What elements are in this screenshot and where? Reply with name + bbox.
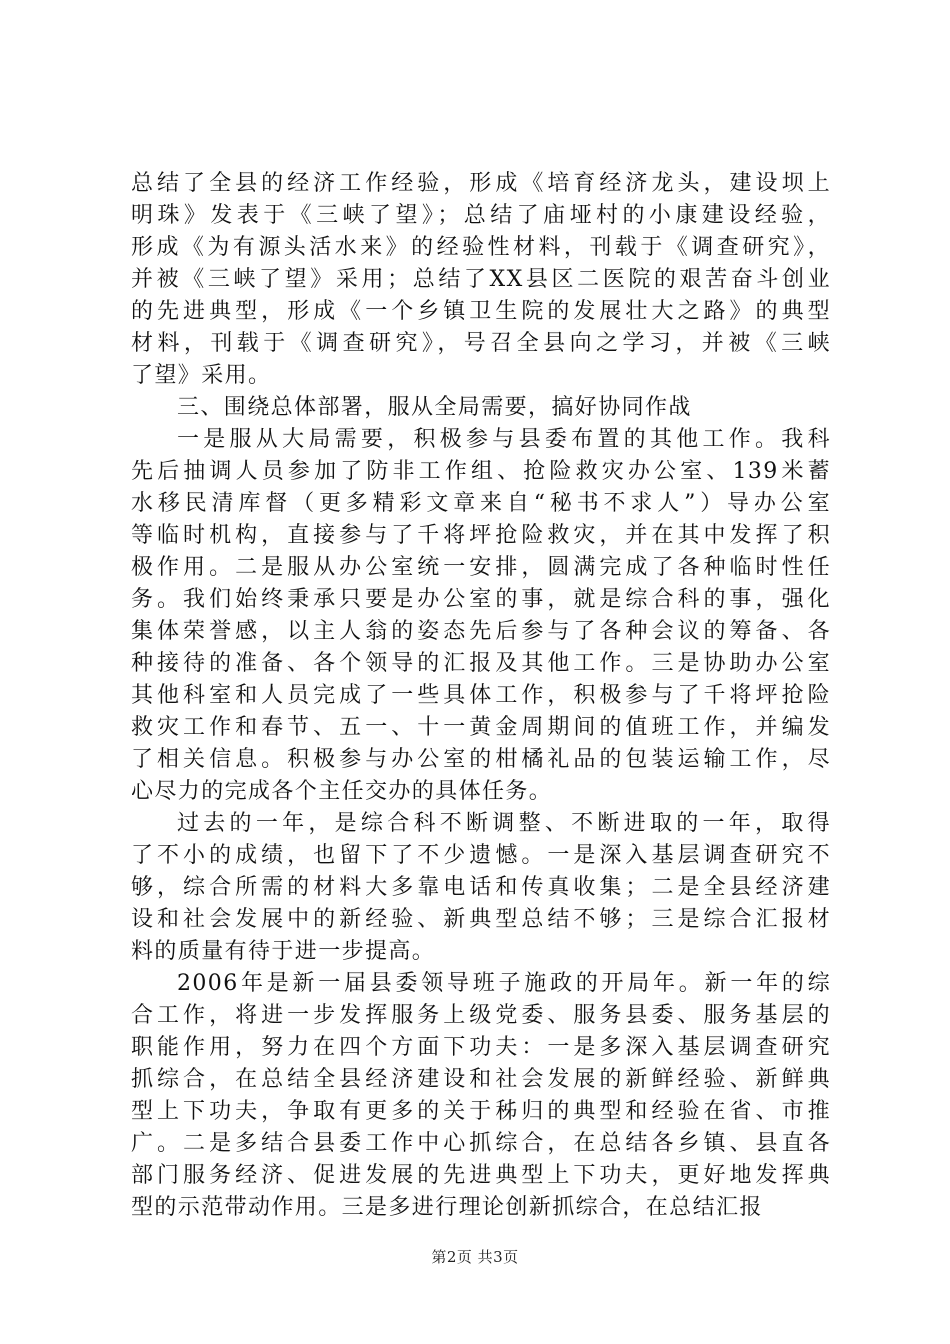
paragraph-3-line-10: 救灾工作和春节、五一、十一黄金周期间的值班工作，并编发 (131, 715, 831, 740)
paragraph-5-line-7: 部门服务经济、促进发展的先进典型上下功夫，更好地发挥典 (131, 1163, 831, 1188)
paragraph-1-line-1: 总结了全县的经济工作经验，形成《培育经济龙头，建设坝上 (131, 171, 831, 196)
paragraph-3-line-5: 极作用。二是服从办公室统一安排，圆满完成了各种临时性任 (131, 555, 831, 580)
paragraph-5-line-4: 抓综合，在总结全县经济建设和社会发展的新鲜经验、新鲜典 (131, 1067, 831, 1092)
paragraph-5-line-3: 职能作用，努力在四个方面下功夫：一是多深入基层调查研究 (131, 1035, 831, 1060)
paragraph-5-line-8: 型的示范带动作用。三是多进行理论创新抓综合，在总结汇报 (131, 1195, 763, 1220)
page-number-footer: 第2页 共3页 (431, 1248, 519, 1266)
paragraph-4-line-5: 料的质量有待于进一步提高。 (131, 939, 436, 964)
paragraph-3-line-12: 心尽力的完成各个主任交办的具体任务。 (131, 779, 553, 804)
paragraph-5-line-6: 广。二是多结合县委工作中心抓综合，在总结各乡镇、县直各 (131, 1131, 831, 1156)
paragraph-4-line-4: 设和社会发展中的新经验、新典型总结不够；三是综合汇报材 (131, 907, 831, 932)
paragraph-1-line-5: 的先进典型，形成《一个乡镇卫生院的发展壮大之路》的典型 (131, 299, 831, 324)
paragraph-1-line-4: 并被《三峡了望》采用；总结了XX县区二医院的艰苦奋斗创业 (131, 267, 831, 292)
paragraph-3-line-11: 了相关信息。积极参与办公室的柑橘礼品的包装运输工作，尽 (131, 747, 831, 772)
paragraph-3-line-9: 其他科室和人员完成了一些具体工作，积极参与了千将坪抢险 (131, 683, 831, 708)
paragraph-3-line-8: 种接待的准备、各个领导的汇报及其他工作。三是协助办公室 (131, 651, 831, 676)
paragraph-4-line-3: 够，综合所需的材料大多靠电话和传真收集；二是全县经济建 (131, 875, 831, 900)
paragraph-3-line-7: 集体荣誉感，以主人翁的姿态先后参与了各种会议的筹备、各 (131, 619, 831, 644)
document-body (131, 168, 831, 1224)
paragraph-4-line-1: 过去的一年，是综合科不断调整、不断进取的一年，取得 (177, 811, 831, 836)
paragraph-3-line-6: 务。我们始终秉承只要是办公室的事，就是综合科的事，强化 (131, 587, 831, 612)
paragraph-5-line-1: 2006年是新一届县委领导班子施政的开局年。新一年的综 (177, 971, 831, 996)
paragraph-1-line-2: 明珠》发表于《三峡了望》；总结了庙垭村的小康建设经验， (131, 203, 831, 228)
paragraph-3-line-1: 一是服从大局需要，积极参与县委布置的其他工作。我科 (177, 427, 831, 452)
paragraph-5-line-2: 合工作，将进一步发挥服务上级党委、服务县委、服务基层的 (131, 1003, 831, 1028)
paragraph-2-line-1: 三、围绕总体部署，服从全局需要，搞好协同作战 (177, 395, 692, 420)
paragraph-1-line-6: 材料，刊载于《调查研究》，号召全县向之学习，并被《三峡 (131, 331, 831, 356)
paragraph-5-line-5: 型上下功夫，争取有更多的关于秭归的典型和经验在省、市推 (131, 1099, 831, 1124)
paragraph-3-line-3: 水移民清库督（更多精彩文章来自“秘书不求人”）导办公室 (131, 491, 831, 516)
paragraph-4-line-2: 了不小的成绩，也留下了不少遗憾。一是深入基层调查研究不 (131, 843, 831, 868)
paragraph-1-line-3: 形成《为有源头活水来》的经验性材料，刊载于《调查研究》， (131, 235, 831, 260)
paragraph-1-line-7: 了望》采用。 (131, 363, 272, 388)
paragraph-3-line-4: 等临时机构，直接参与了千将坪抢险救灾，并在其中发挥了积 (131, 523, 831, 548)
paragraph-3-line-2: 先后抽调人员参加了防非工作组、抢险救灾办公室、139米蓄 (131, 459, 831, 484)
